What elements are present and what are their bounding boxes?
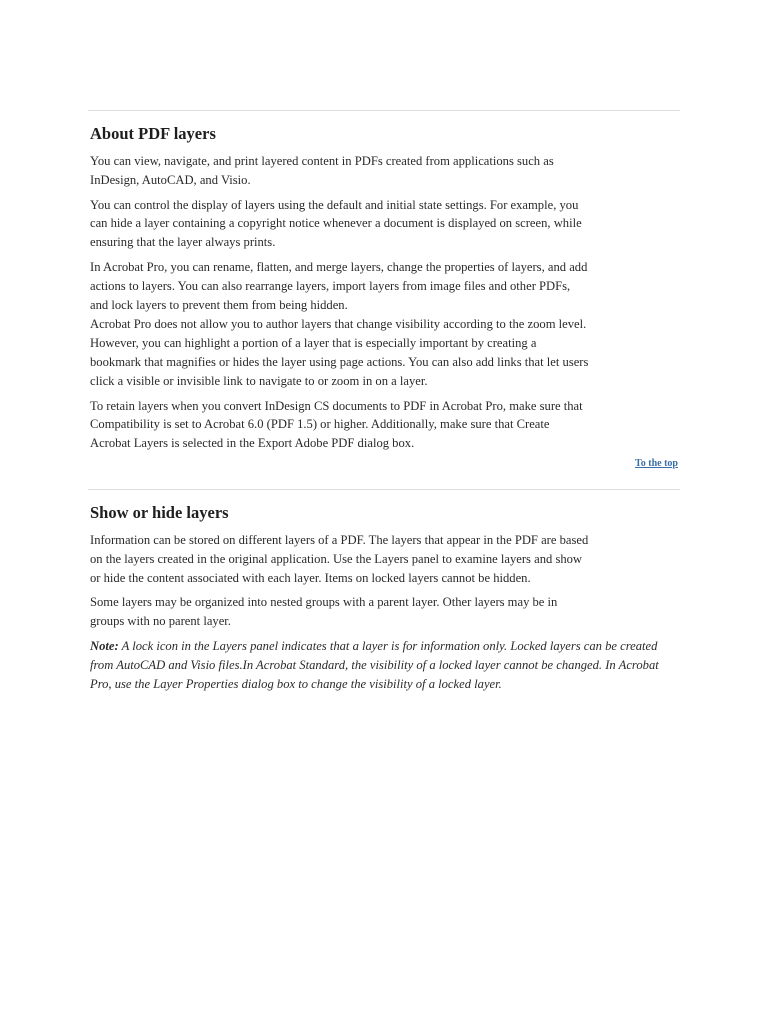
paragraph: You can view, navigate, and print layered content in PDFs created from applications such as InDesign, AutoCAD, and Visio. — [90, 154, 554, 187]
paragraph: Information can be stored on different layers of a PDF. The layers that appear in the PDF are based on the layers created in the original application. Use the Layers panel to examine layers and show or hide the content associated with each layer. Items on locked layers cannot be hidden. — [90, 533, 589, 585]
paragraph: Some layers may be organized into nested groups with a parent layer. Other layers may be in groups with no parent layer. — [90, 595, 558, 629]
section-title: Show or hide layers — [90, 503, 229, 522]
to-the-top-link[interactable]: To the top — [635, 458, 678, 469]
note-label: Note: — [90, 638, 119, 653]
note-text: A lock icon in the Layers panel indicates that a layer is for information only. Locked layers can be created from AutoCAD and Visio files.In Acrobat Standard, the visibility of a locked layer cannot be changed. In Acrobat Pro, use the Layer Properties dialog box to change the visibility of a locked layer. — [90, 638, 659, 691]
section-divider — [88, 110, 680, 111]
note-paragraph — [90, 637, 680, 693]
paragraph: To retain layers when you convert InDesign CS documents to PDF in Acrobat Pro, make sure that Compatibility is set to Acrobat 6.0 (PDF 1.5) or higher. Additionally, make sure that Create Acrobat Layers is selected in the Export Adobe PDF dialog box. — [90, 398, 583, 451]
paragraph: You can control the display of layers using the default and initial state settings. For example, you can hide a layer containing a copyright notice whenever a document is displayed on screen, while ensuring that the layer always prints. — [90, 197, 582, 250]
paragraph: In Acrobat Pro, you can rename, flatten, and merge layers, change the properties of layers, and add actions to layers. You can also rearrange layers, import layers from image files and other PDFs, and lock layers to prevent them from being hidden. — [90, 259, 588, 312]
paragraph: Acrobat Pro does not allow you to author layers that change visibility according to the zoom level. However, you can highlight a portion of a layer that is especially important by creating a bookmark that magnifies or hides the layer using page actions. You can also add links that let users click a visible or invisible link to navigate to or zoom in on a layer. — [90, 317, 589, 388]
section-title: About PDF layers — [90, 124, 216, 143]
section-show-or-hide-layers — [90, 503, 659, 699]
section-divider — [88, 489, 680, 490]
section-about-pdf-layers — [90, 124, 590, 459]
